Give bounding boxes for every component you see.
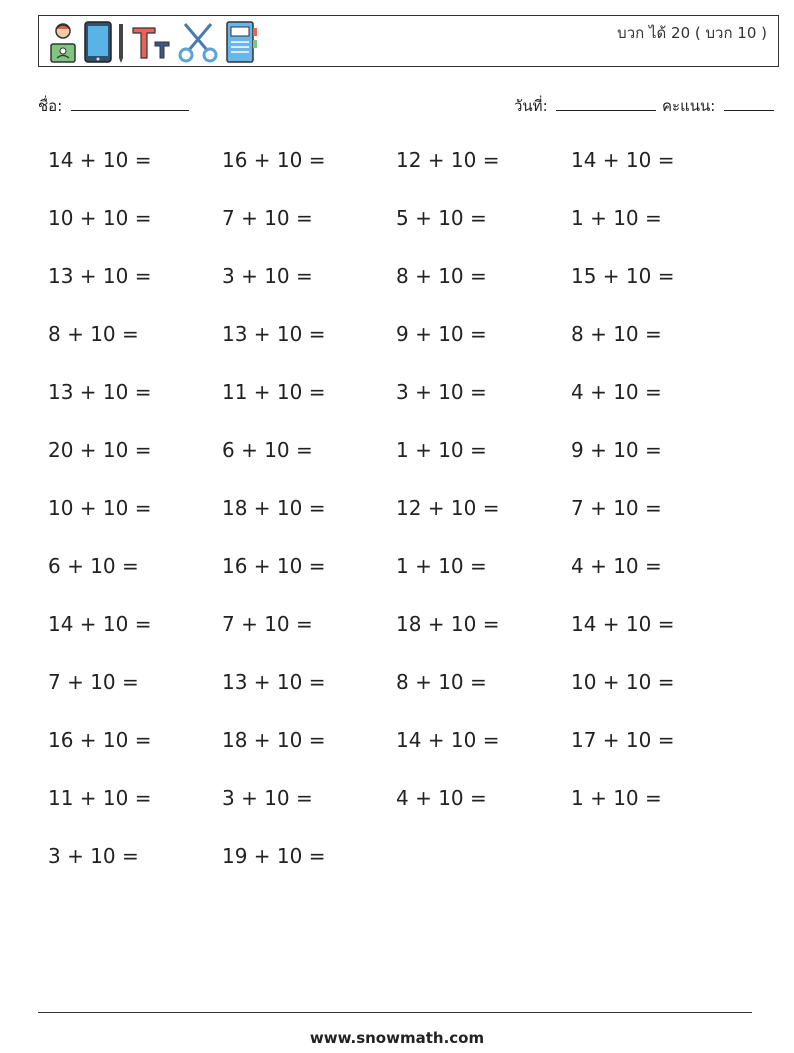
problem-item: 7 + 10 = bbox=[48, 670, 139, 694]
problem-item: 14 + 10 = bbox=[571, 148, 675, 172]
problem-item: 3 + 10 = bbox=[222, 786, 313, 810]
date-field[interactable] bbox=[514, 94, 656, 118]
problem-item: 3 + 10 = bbox=[48, 844, 139, 868]
name-field[interactable] bbox=[38, 94, 189, 118]
problem-row bbox=[48, 264, 768, 322]
problem-row bbox=[48, 206, 768, 264]
problem-item: 10 + 10 = bbox=[571, 670, 675, 694]
problem-row bbox=[48, 496, 768, 554]
scissors-icon bbox=[177, 20, 219, 64]
problem-item: 5 + 10 = bbox=[396, 206, 487, 230]
problem-item: 7 + 10 = bbox=[222, 206, 313, 230]
problem-item: 6 + 10 = bbox=[48, 554, 139, 578]
problem-item: 14 + 10 = bbox=[396, 728, 500, 752]
problem-row bbox=[48, 670, 768, 728]
student-icon bbox=[47, 20, 79, 64]
problem-item: 18 + 10 = bbox=[222, 728, 326, 752]
problem-grid bbox=[48, 148, 768, 902]
problem-row bbox=[48, 322, 768, 380]
problem-item: 3 + 10 = bbox=[222, 264, 313, 288]
problem-item: 13 + 10 = bbox=[48, 264, 152, 288]
footer-url: www.snowmath.com bbox=[309, 1029, 485, 1047]
problem-item: 7 + 10 = bbox=[222, 612, 313, 636]
problem-item: 8 + 10 = bbox=[396, 264, 487, 288]
problem-item: 12 + 10 = bbox=[396, 496, 500, 520]
problem-row bbox=[48, 380, 768, 438]
problem-item: 20 + 10 = bbox=[48, 438, 152, 462]
problem-item: 8 + 10 = bbox=[48, 322, 139, 346]
notebook-icon bbox=[223, 20, 259, 64]
problem-item: 10 + 10 = bbox=[48, 206, 152, 230]
problem-row bbox=[48, 786, 768, 844]
name-line bbox=[71, 96, 189, 111]
problem-item: 9 + 10 = bbox=[571, 438, 662, 462]
problem-row bbox=[48, 612, 768, 670]
problem-item: 10 + 10 = bbox=[48, 496, 152, 520]
problem-item: 6 + 10 = bbox=[222, 438, 313, 462]
problem-row bbox=[48, 554, 768, 612]
text-size-icon bbox=[129, 20, 173, 64]
problem-item: 16 + 10 = bbox=[222, 554, 326, 578]
pen-icon bbox=[117, 20, 125, 64]
problem-item: 11 + 10 = bbox=[222, 380, 326, 404]
problem-row bbox=[48, 728, 768, 786]
score-field[interactable] bbox=[662, 94, 774, 118]
name-label: ชื่อ: bbox=[38, 97, 63, 115]
problem-item: 7 + 10 = bbox=[571, 496, 662, 520]
problem-item: 1 + 10 = bbox=[396, 438, 487, 462]
score-label: คะแนน: bbox=[662, 97, 716, 115]
problem-row bbox=[48, 844, 768, 902]
problem-item: 16 + 10 = bbox=[48, 728, 152, 752]
problem-row bbox=[48, 438, 768, 496]
problem-item: 9 + 10 = bbox=[396, 322, 487, 346]
problem-item: 13 + 10 = bbox=[222, 670, 326, 694]
header-box bbox=[38, 15, 779, 67]
problem-item: 4 + 10 = bbox=[571, 554, 662, 578]
problem-item: 3 + 10 = bbox=[396, 380, 487, 404]
problem-item: 14 + 10 = bbox=[48, 148, 152, 172]
problem-item: 18 + 10 = bbox=[396, 612, 500, 636]
tablet-icon bbox=[83, 20, 113, 64]
problem-item: 8 + 10 = bbox=[571, 322, 662, 346]
problem-item: 13 + 10 = bbox=[222, 322, 326, 346]
problem-item: 17 + 10 = bbox=[571, 728, 675, 752]
problem-item: 16 + 10 = bbox=[222, 148, 326, 172]
problem-row bbox=[48, 148, 768, 206]
date-line bbox=[556, 96, 656, 111]
worksheet-title: บวก ได้ 20 ( บวก 10 ) bbox=[617, 24, 767, 42]
problem-item: 19 + 10 = bbox=[222, 844, 326, 868]
problem-item: 12 + 10 = bbox=[396, 148, 500, 172]
problem-item: 18 + 10 = bbox=[222, 496, 326, 520]
problem-item: 4 + 10 = bbox=[571, 380, 662, 404]
footer-divider bbox=[38, 1012, 752, 1013]
problem-item: 1 + 10 = bbox=[571, 786, 662, 810]
header-icons bbox=[47, 19, 259, 65]
problem-item: 8 + 10 = bbox=[396, 670, 487, 694]
problem-item: 1 + 10 = bbox=[571, 206, 662, 230]
problem-item: 14 + 10 = bbox=[48, 612, 152, 636]
problem-item: 11 + 10 = bbox=[48, 786, 152, 810]
date-label: วันที่: bbox=[514, 97, 548, 115]
problem-item: 15 + 10 = bbox=[571, 264, 675, 288]
problem-item: 13 + 10 = bbox=[48, 380, 152, 404]
score-line bbox=[724, 96, 774, 111]
problem-item: 4 + 10 = bbox=[396, 786, 487, 810]
problem-item: 1 + 10 = bbox=[396, 554, 487, 578]
problem-item: 14 + 10 = bbox=[571, 612, 675, 636]
